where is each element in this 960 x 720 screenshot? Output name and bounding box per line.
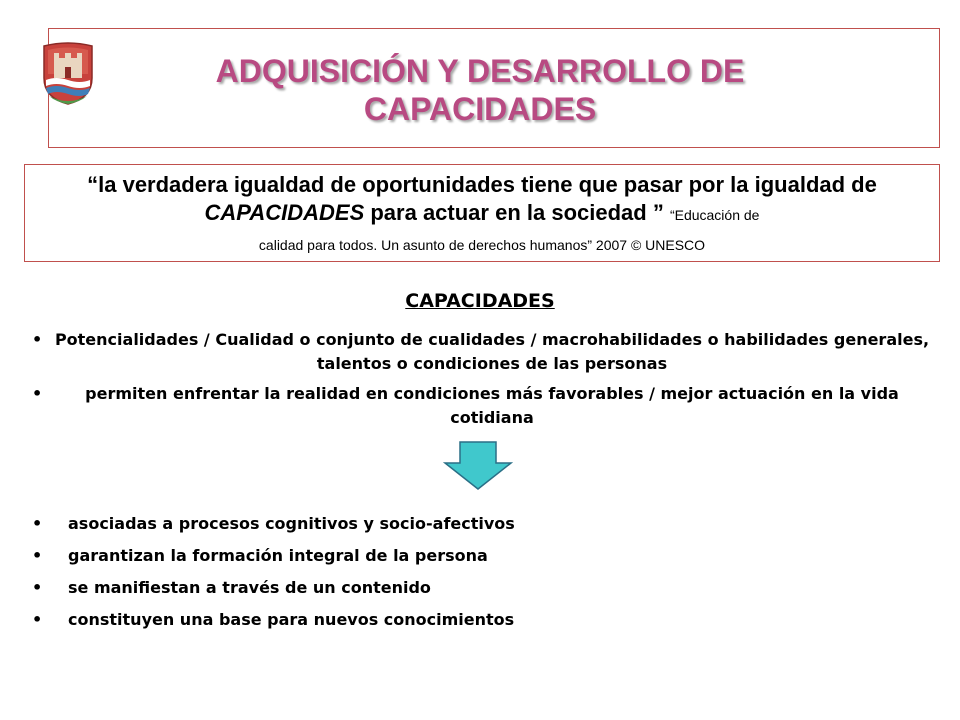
list-item-text: se manifiestan a través de un contenido bbox=[68, 578, 431, 597]
page-title bbox=[60, 52, 900, 128]
bullet-icon: • bbox=[32, 578, 43, 597]
list-item bbox=[32, 572, 932, 604]
section-title: CAPACIDADES bbox=[405, 290, 555, 312]
list-item bbox=[32, 508, 932, 540]
bullet-icon: • bbox=[32, 330, 43, 349]
list-item-text: garantizan la formación integral de la persona bbox=[68, 546, 488, 565]
bullet-icon: • bbox=[32, 546, 43, 565]
quote-source-2: calidad para todos. Un asunto de derechos humanos” 2007 © UNESCO bbox=[258, 237, 706, 253]
quote-box bbox=[24, 164, 940, 262]
title-line-2: CAPACIDADES bbox=[363, 91, 597, 127]
quote-emphasis: CAPACIDADES bbox=[204, 200, 365, 225]
quote-part-1: “la verdadera igualdad de oportunidades tiene que pasar por la igualdad de bbox=[87, 172, 877, 197]
list-item-text: Potencialidades / Cualidad o conjunto de cualidades / macrohabilidades o habilidades generales, talentos o condiciones de las personas bbox=[54, 330, 930, 373]
title-line-1: ADQUISICIÓN Y DESARROLLO DE bbox=[215, 53, 745, 89]
list-item bbox=[24, 382, 940, 430]
list-item bbox=[24, 328, 940, 376]
list-item bbox=[32, 604, 932, 636]
list-item-text: constituyen una base para nuevos conocimientos bbox=[68, 610, 515, 629]
quote-text bbox=[25, 171, 939, 259]
bullet-icon: • bbox=[32, 514, 43, 533]
top-bullet-list bbox=[24, 328, 940, 436]
bullet-icon: • bbox=[32, 610, 43, 629]
bullet-icon: • bbox=[32, 384, 43, 403]
list-item bbox=[32, 540, 932, 572]
down-arrow-icon bbox=[443, 441, 513, 491]
list-item-text: permiten enfrentar la realidad en condiciones más favorables / mejor actuación en la vida cotidiana bbox=[85, 384, 899, 427]
quote-part-2: para actuar en la sociedad ” bbox=[364, 200, 670, 225]
bottom-bullet-list bbox=[32, 508, 932, 636]
quote-source-1: “Educación de bbox=[669, 207, 760, 223]
list-item-text: asociadas a procesos cognitivos y socio-afectivos bbox=[68, 514, 515, 533]
